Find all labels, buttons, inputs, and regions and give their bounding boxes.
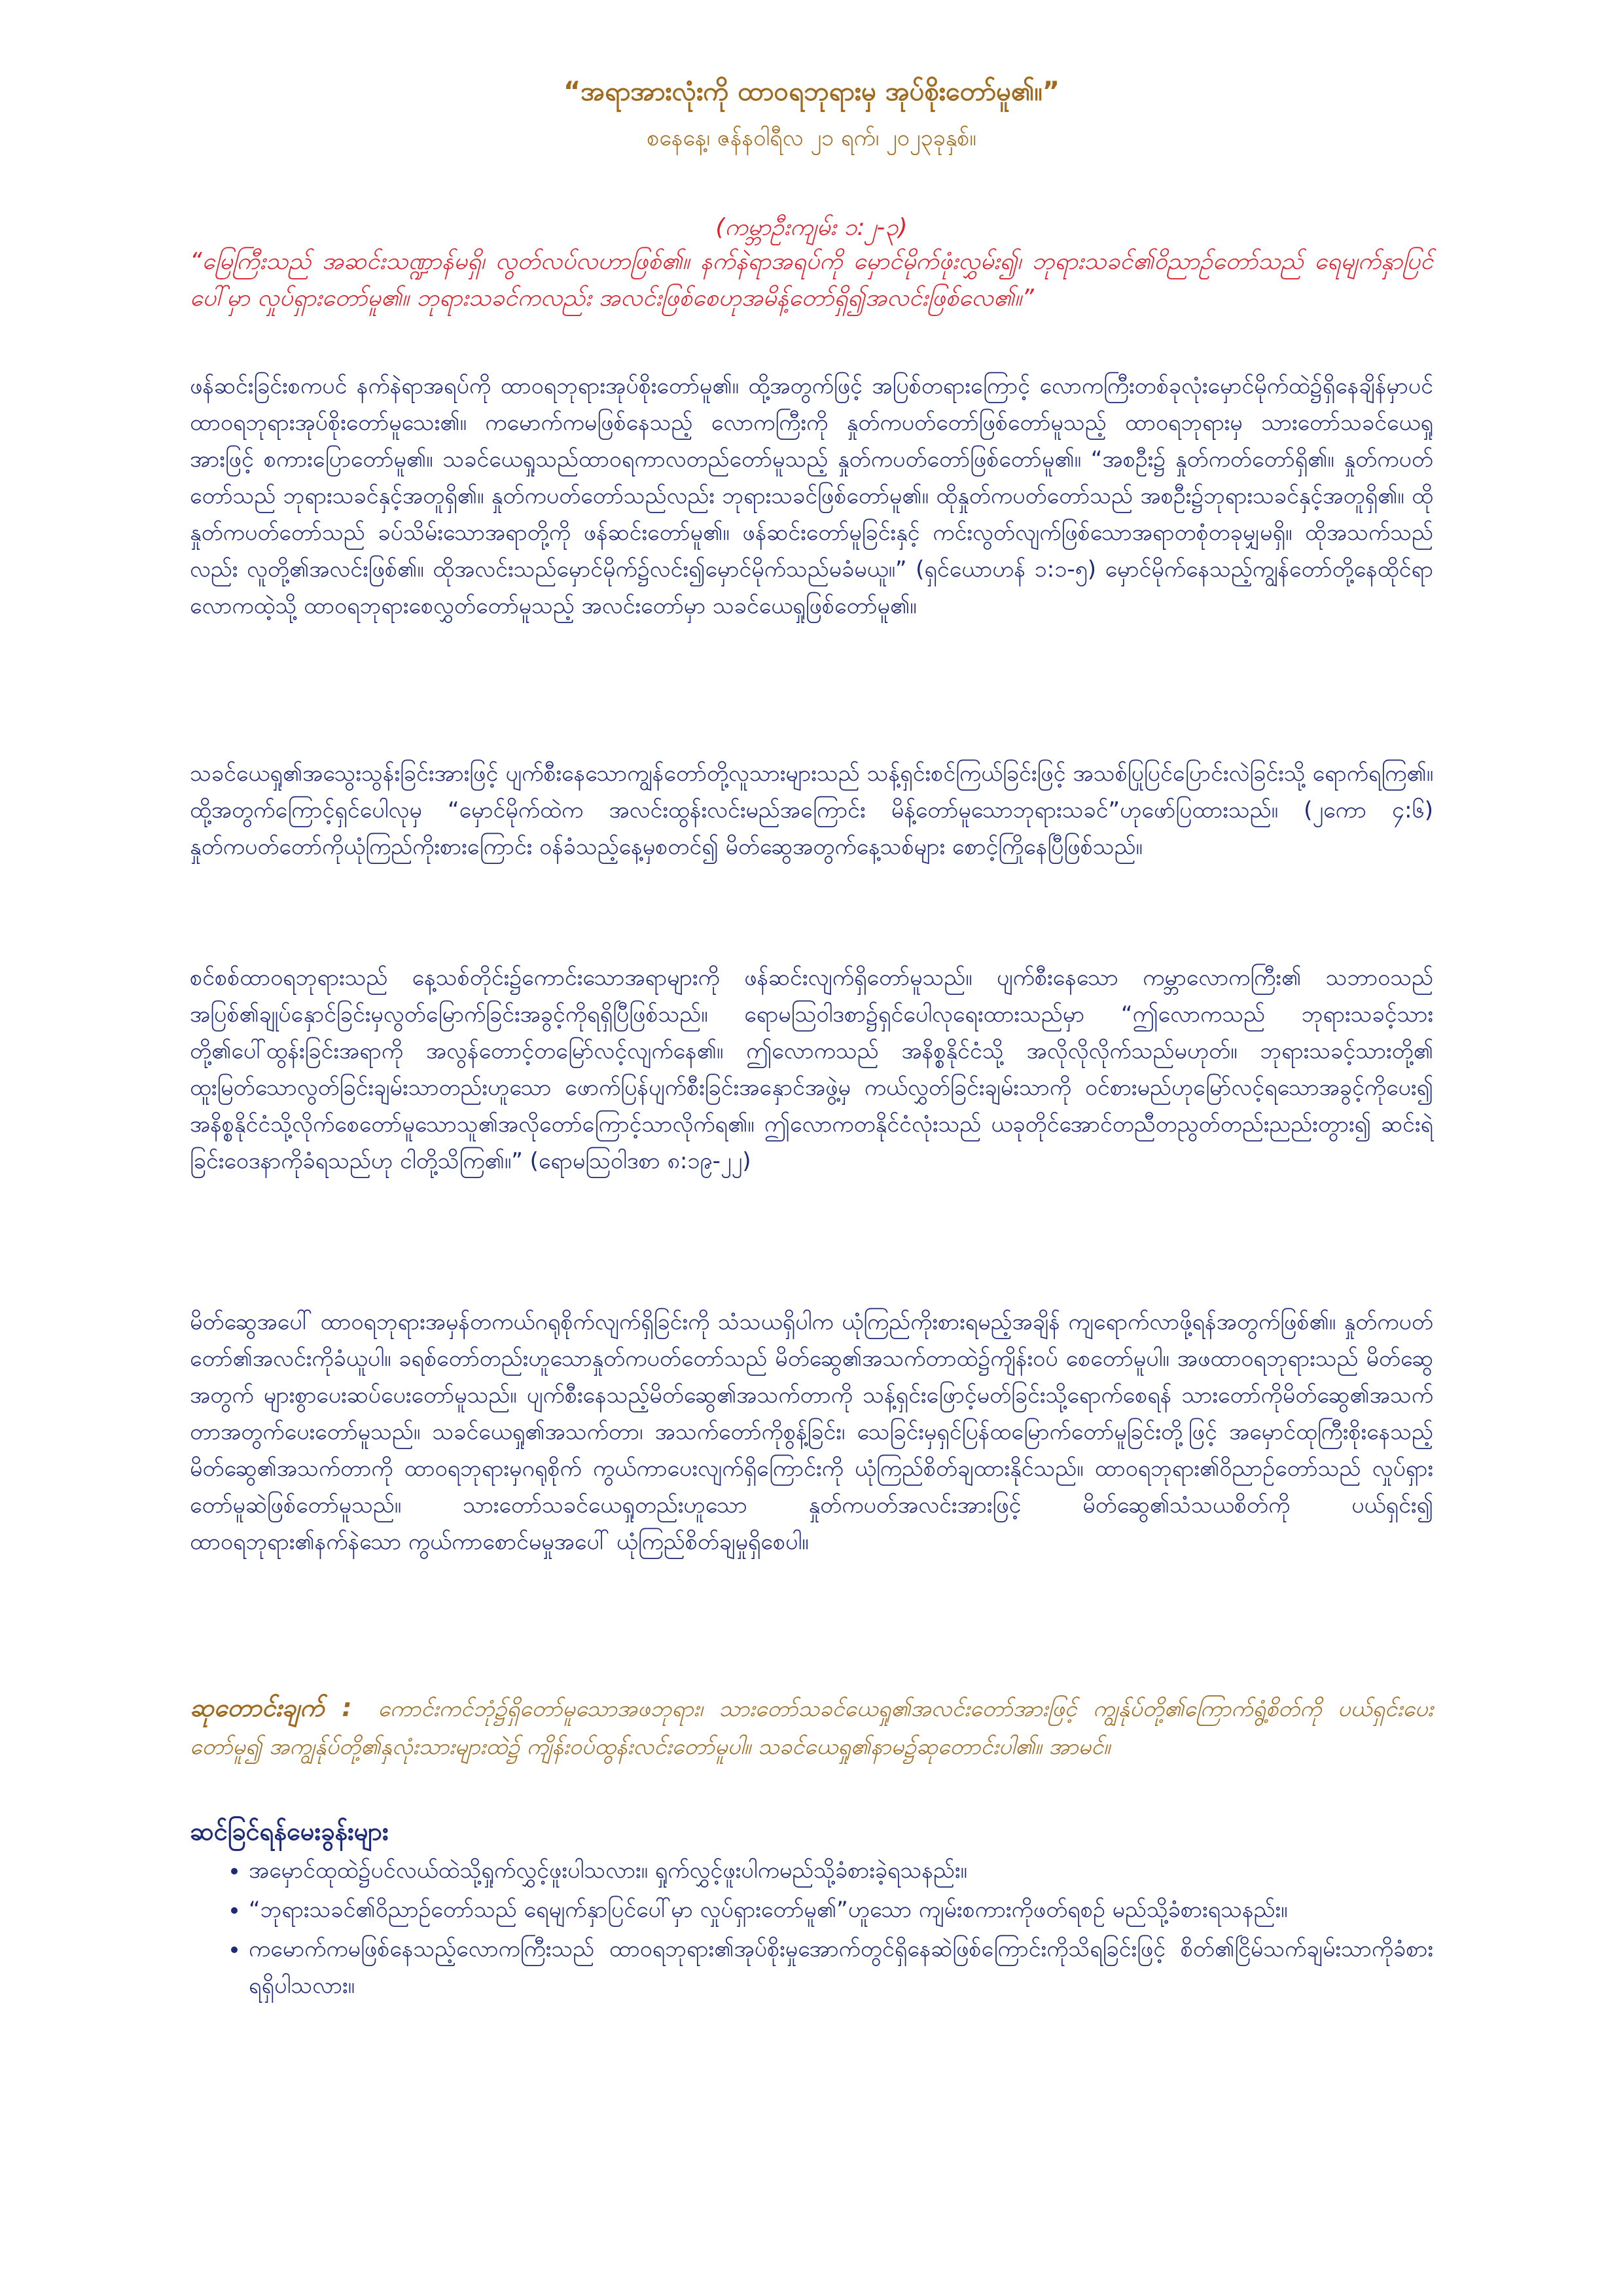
prayer-block [190, 1689, 1433, 1766]
document-title: “အရာအားလုံးကို ထာဝရဘုရားမှ အုပ်စိုးတော်မူ၏။” [563, 77, 1060, 107]
question-item: • “ဘုရားသခင်၏ဝိညာဉ်တော်သည် ရေမျက်နှာပြင်ပေါ်မှာ လှုပ်ရှားတော်မူ၏”ဟူသော ကျမ်းစကားကိုဖတ်ရစဉ် မည်သို့ခံစားရသနည်း။ [249, 1892, 1433, 1928]
questions-list [190, 1852, 1433, 2007]
document-date: စနေနေ့၊ ဇန်နဝါရီလ ၂၁ ရက်၊ ၂၀၂၃ခုနှစ်။ [647, 125, 976, 151]
prayer-text: ကောင်းကင်ဘုံ၌ရှိတော်မူသောအဖဘုရား၊ သားတော်သခင်ယေရှု၏အလင်းတော်အားဖြင့် ကျွန်ုပ်တို့၏ကြောက်ရွံ့စိတ်ကို ပယ်ရှင်းပေးတော်မူ၍ အကျွန်ုပ်တို့၏နှလုံးသားများထဲ၌ ကျိန်းဝပ်ထွန်းလင်းတော်မူပါ။ သခင်ယေရှု၏နာမ၌ဆုတောင်းပါ၏။ အာမင်။ [190, 1696, 1433, 1760]
question-item: • အမှောင်ထုထဲ၌ပင်လယ်ထဲသို့ရှုက်လွှင့်ဖူးပါသလား။ ရှုက်လွှင့်ဖူးပါကမည်သို့ခံစားခဲ့ရသနည်း။ [249, 1852, 1433, 1889]
paragraph-4: မိတ်ဆွေအပေါ် ထာဝရဘုရားအမှန်တကယ်ဂရုစိုက်လျက်ရှိခြင်းကို သံသယရှိပါက ယုံကြည်ကိုးစားရမည့်အချိန် ကျရောက်လာဖို့ရန်အတွက်ဖြစ်၏။ နှုတ်ကပတ်တော်၏အလင်းကိုခံယူပါ။ ခရစ်တော်တည်းဟူသောနှုတ်ကပတ်တော်သည် မိတ်ဆွေ၏အသက်တာထဲ၌ကျိန်းဝပ် စေတော်မူပါ။ အဖထာဝရဘုရားသည် မိတ်ဆွေအတွက် များစွာပေးဆပ်ပေးတော်မူသည်။ ပျက်စီးနေသည့်မိတ်ဆွေ၏အသက်တာကို သန့်ရှင်းဖြောင့်မတ်ခြင်းသို့ရောက်စေရန် သားတော်ကိုမိတ်ဆွေ၏အသက်တာအတွက်ပေးတော်မူသည်။ သခင်ယေရှု၏အသက်တာ၊ အသက်တော်ကိုစွန့်ခြင်း၊ သေခြင်းမှရှင်ပြန်ထမြောက်တော်မူခြင်းတို့ဖြင့် အမှောင်ထုကြီးစိုးနေသည့်မိတ်ဆွေ၏အသက်တာကို ထာဝရဘုရားမှဂရုစိုက် ကွယ်ကာပေးလျက်ရှိကြောင်းကို ယုံကြည်စိတ်ချထားနိုင်သည်။ ထာဝရဘုရား၏ဝိညာဉ်တော်သည် လှုပ်ရှားတော်မူဆဲဖြစ်တော်မူသည်။ သားတော်သခင်ယေရှုတည်းဟူသော နှုတ်ကပတ်အလင်းအားဖြင့် မိတ်ဆွေ၏သံသယစိတ်ကို ပယ်ရှင်း၍ ထာဝရဘုရား၏နက်နဲသော ကွယ်ကာစောင်မမှုအပေါ် ယုံကြည်စိတ်ချမှုရှိစေပါ။ [190, 1309, 1433, 1555]
questions-heading: ဆင်ခြင်ရန်မေးခွန်းများ [190, 1817, 389, 1846]
paragraph-1: ဖန်ဆင်းခြင်းစကပင် နက်နဲရာအရပ်ကို ထာဝရဘုရားအုပ်စိုးတော်မူ၏။ ထို့အတွက်ဖြင့် အပြစ်တရားကြောင့် လောကကြီးတစ်ခုလုံးမှောင်မိုက်ထဲ၌ရှိနေချိန်မှာပင် ထာဝရဘုရားအုပ်စိုးတော်မူသေး၏။ ကမောက်ကမဖြစ်နေသည့် လောကကြီးကို နှုတ်ကပတ်တော်ဖြစ်တော်မူသည့် ထာဝရဘုရားမှ သားတော်သခင်ယေရှုအားဖြင့် စကားပြောတော်မူ၏။ သခင်ယေရှုသည်ထာဝရကာလတည်တော်မူသည့် နှုတ်ကပတ်တော်ဖြစ်တော်မူ၏။ “အစဦး၌ နှုတ်ကတ်တော်ရှိ၏။ နှုတ်ကပတ်တော်သည် ဘုရားသခင်နှင့်အတူရှိ၏။ နှုတ်ကပတ်တော်သည်လည်း ဘုရားသခင်ဖြစ်တော်မူ၏။ ထိုနှုတ်ကပတ်တော်သည် အစဦး၌ဘုရားသခင်နှင့်အတူရှိ၏။ ထိုနှုတ်ကပတ်တော်သည် ခပ်သိမ်းသောအရာတို့ကို ဖန်ဆင်းတော်မူ၏။ ဖန်ဆင်းတော်မူခြင်းနှင့် ကင်းလွတ်လျက်ဖြစ်သောအရာတစုံတခုမျှမရှိ။ ထိုအသက်သည်လည်း လူတို့၏အလင်းဖြစ်၏။ ထိုအလင်းသည်မှောင်မိုက်၌လင်း၍မှောင်မိုက်သည်မခံမယူ။” (ရှင်ယောဟန် ၁:၁-၅) မှောင်မိုက်နေသည့်ကျွန်တော်တို့နေထိုင်ရာလောကထဲ့သို့ ထာဝရဘုရားစေလွှတ်တော်မူသည့် အလင်းတော်မှာ သခင်ယေရှုဖြစ်တော်မူ၏။ [190, 373, 1434, 619]
paragraph-3: စင်စစ်ထာဝရဘုရားသည် နေ့သစ်တိုင်း၌ကောင်းသောအရာများကို ဖန်ဆင်းလျက်ရှိတော်မူသည်။ ပျက်စီးနေသော ကမ္ဘာလောကကြီး၏ သဘာဝသည် အပြစ်၏ချုပ်နှောင်ခြင်းမှလွတ်မြောက်ခြင်းအခွင့်ကိုရရှိပြီဖြစ်သည်။ ရောမသြဝါဒစာ၌ရှင်ပေါလုရေးထားသည်မှာ “ဤလောကသည် ဘုရားသခင့်သားတို့၏ပေါ်ထွန်းခြင်းအရာကို အလွန်တောင့်တမြော်လင့်လျက်နေ၏။ ဤလောကသည် အနိစ္စနိုင်ငံသို့ အလိုလိုလိုက်သည်မဟုတ်။ ဘုရားသခင့်သားတို့၏ ထူးမြတ်သောလွတ်ခြင်းချမ်းသာတည်းဟူသော ဖောက်ပြန်ပျက်စီးခြင်းအနှောင်အဖွဲ့မှ ကယ်လွှတ်ခြင်းချမ်းသာကို ဝင်စားမည်ဟုမြော်လင့်ရသောအခွင့်ကိုပေး၍ အနိစ္စနိုင်ငံသို့လိုက်စေတော်မူသောသူ၏အလိုတော်ကြောင့်သာလိုက်ရ၏။ ဤလောကတနိုင်ငံလုံးသည် ယခုတိုင်အောင်တညီတညွတ်တည်းညည်းတွား၍ ဆင်းရဲခြင်းဝေဒနာကိုခံရသည်ဟု ငါတို့သိကြ၏။” (ရောမသြဝါဒစာ ၈:၁၉-၂၂) [190, 965, 1433, 1174]
verse-text: “မြေကြီးသည် အဆင်းသဏ္ဍာန်မရှိ၊ လွတ်လပ်လဟာဖြစ်၏။ နက်နဲရာအရပ်ကို မှောင်မိုက်ဖုံးလွှမ်း၍၊ ဘုရားသခင်၏ဝိညာဉ်တော်သည် ရေမျက်နှာပြင်ပေါ်မှာ လှုပ်ရှားတော်မူ၏။ ဘုရားသခင်ကလည်း အလင်းဖြစ်စေဟုအမိန့်တော်ရှိ၍အလင်းဖြစ်လေ၏။” [190, 248, 1433, 312]
prayer-label: ဆုတောင်းချက် : [190, 1693, 352, 1722]
paragraph-2: သခင်ယေရှု၏အသွေးသွန်းခြင်းအားဖြင့် ပျက်စီးနေသောကျွန်တော်တို့လူသားများသည် သန့်ရှင်းစင်ကြယ်ခြင်းဖြင့် အသစ်ပြုပြင်ပြောင်းလဲခြင်းသို့ ရောက်ရကြ၏။ ထို့အတွက်ကြောင့်ရှင်ပေါလုမှ “မှောင်မိုက်ထဲက အလင်းထွန်းလင်းမည်အကြောင်း မိန့်တော်မူသောဘုရားသခင်”ဟုဖော်ပြထားသည်။ (၂ကော ၄:၆) နှုတ်ကပတ်တော်ကိုယုံကြည်ကိုးစားကြောင်း ဝန်ခံသည့်နေ့မှစတင်၍ မိတ်ဆွေအတွက်နေ့သစ်များ စောင့်ကြိုနေပြီဖြစ်သည်။ [190, 761, 1433, 860]
question-item: • ကမောက်ကမဖြစ်နေသည့်လောကကြီးသည် ထာဝရဘုရား၏အုပ်စိုးမှုအောက်တွင်ရှိနေဆဲဖြစ်ကြောင်းကိုသိရခြင်းဖြင့် စိတ်၏ငြိမ်သက်ချမ်းသာကိုခံစားရရှိပါသလား။ [249, 1931, 1433, 2004]
verse-reference: (ကမ္ဘာဦးကျမ်း ၁:၂-၃) [715, 214, 908, 241]
